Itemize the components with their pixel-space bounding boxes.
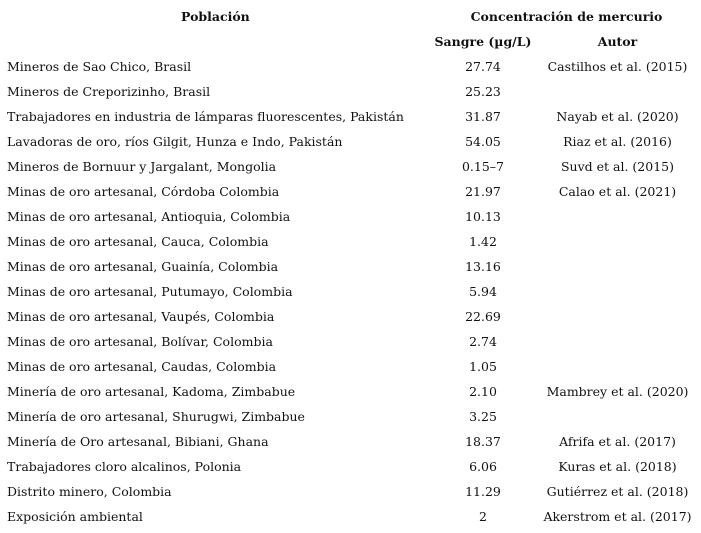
cell-author [534, 204, 701, 229]
table-row [0, 179, 701, 204]
cell-author [534, 79, 701, 104]
table-row [0, 104, 701, 129]
cell-population: Mineros de Creporizinho, Brasil [7, 84, 211, 99]
table-row [0, 454, 701, 479]
cell-blood-concentration: 1.42 [469, 234, 497, 249]
table-row [0, 329, 701, 354]
cell-population: Minas de oro artesanal, Bolívar, Colombia [7, 334, 273, 349]
cell-blood-concentration: 31.87 [465, 109, 501, 124]
cell-author [534, 329, 701, 354]
cell-blood-concentration: 2.74 [469, 334, 497, 349]
table-row [0, 204, 701, 229]
cell-population: Minería de Oro artesanal, Bibiani, Ghana [7, 434, 269, 449]
cell-population: Minas de oro artesanal, Guainía, Colombia [7, 259, 279, 274]
table-header [0, 4, 701, 54]
cell-population: Minas de oro artesanal, Vaupés, Colombia [7, 309, 275, 324]
cell-author [534, 304, 701, 329]
cell-blood-concentration: 3.25 [469, 409, 497, 424]
table-row [0, 154, 701, 179]
cell-blood-concentration: 2 [479, 509, 487, 524]
cell-author: Mambrey et al. (2020) [546, 384, 689, 399]
cell-population: Minas de oro artesanal, Putumayo, Colombia [7, 284, 293, 299]
cell-population: Minas de oro artesanal, Caudas, Colombia [7, 359, 277, 374]
cell-population: Minas de oro artesanal, Cauca, Colombia [7, 234, 269, 249]
table-row [0, 229, 701, 254]
table-row [0, 79, 701, 104]
cell-blood-concentration: 5.94 [469, 284, 497, 299]
cell-author [534, 354, 701, 379]
cell-author [534, 254, 701, 279]
header-population: Población [181, 9, 250, 24]
mercury-concentration-table [0, 4, 701, 529]
cell-blood-concentration: 21.97 [465, 184, 501, 199]
cell-blood-concentration: 2.10 [469, 384, 497, 399]
cell-blood-concentration: 0.15–7 [461, 159, 505, 174]
cell-population: Trabajadores en industria de lámparas fluorescentes, Pakistán [7, 109, 404, 124]
table-row [0, 404, 701, 429]
cell-blood-concentration: 25.23 [465, 84, 501, 99]
cell-population: Minería de oro artesanal, Shurugwi, Zimbabue [7, 409, 305, 424]
table-body [0, 54, 701, 529]
cell-author: Riaz et al. (2016) [563, 134, 672, 149]
table-row [0, 279, 701, 304]
header-population-spacer [0, 29, 432, 54]
table-row [0, 129, 701, 154]
header-row-main [0, 4, 701, 29]
header-row-sub [0, 29, 701, 54]
cell-blood-concentration: 10.13 [465, 209, 501, 224]
cell-blood-concentration: 22.69 [465, 309, 501, 324]
cell-author: Afrifa et al. (2017) [559, 434, 676, 449]
cell-population: Minas de oro artesanal, Antioquia, Colombia [7, 209, 291, 224]
cell-blood-concentration: 18.37 [465, 434, 501, 449]
table-row [0, 429, 701, 454]
cell-blood-concentration: 13.16 [465, 259, 501, 274]
cell-population: Trabajadores cloro alcalinos, Polonia [7, 459, 242, 474]
table-row [0, 304, 701, 329]
header-concentration: Concentración de mercurio [470, 9, 663, 24]
table-row [0, 54, 701, 79]
cell-author: Castilhos et al. (2015) [547, 59, 688, 74]
table-row [0, 504, 701, 529]
table-row [0, 479, 701, 504]
cell-population: Lavadoras de oro, ríos Gilgit, Hunza e Indo, Pakistán [7, 134, 343, 149]
cell-population: Mineros de Sao Chico, Brasil [7, 59, 192, 74]
cell-blood-concentration: 11.29 [465, 484, 501, 499]
header-author: Autor [597, 34, 638, 49]
cell-population: Exposición ambiental [7, 509, 143, 524]
table-row [0, 379, 701, 404]
cell-author: Gutiérrez et al. (2018) [546, 484, 689, 499]
cell-author [534, 229, 701, 254]
cell-author: Calao et al. (2021) [558, 184, 677, 199]
cell-population: Minas de oro artesanal, Córdoba Colombia [7, 184, 280, 199]
cell-blood-concentration: 27.74 [465, 59, 501, 74]
cell-blood-concentration: 1.05 [469, 359, 497, 374]
header-blood: Sangre (µg/L) [434, 34, 532, 49]
cell-author: Akerstrom et al. (2017) [543, 509, 692, 524]
cell-author: Kuras et al. (2018) [558, 459, 677, 474]
cell-author [534, 279, 701, 304]
cell-author [534, 404, 701, 429]
cell-author: Nayab et al. (2020) [556, 109, 679, 124]
table-row [0, 354, 701, 379]
cell-population: Distrito minero, Colombia [7, 484, 172, 499]
cell-blood-concentration: 6.06 [469, 459, 497, 474]
cell-population: Mineros de Bornuur y Jargalant, Mongolia [7, 159, 277, 174]
table-row [0, 254, 701, 279]
cell-blood-concentration: 54.05 [465, 134, 501, 149]
cell-population: Minería de oro artesanal, Kadoma, Zimbabue [7, 384, 296, 399]
cell-author: Suvd et al. (2015) [560, 159, 674, 174]
